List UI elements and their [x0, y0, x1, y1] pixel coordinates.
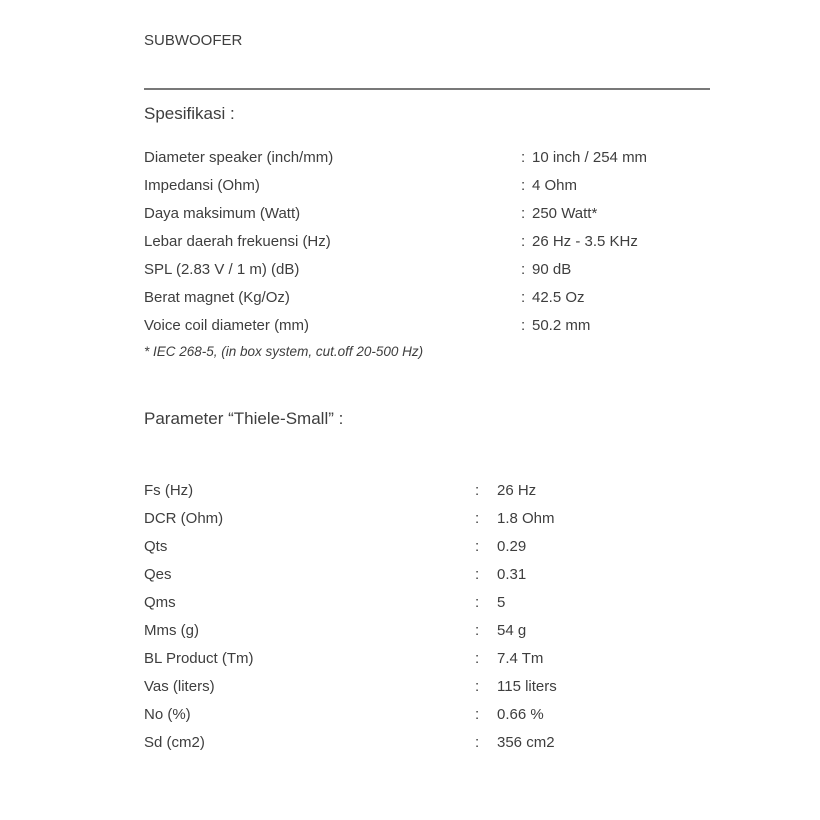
- spec-row: [144, 200, 710, 228]
- param-row: [144, 729, 710, 757]
- spec-row: [144, 144, 710, 172]
- spec-label: Diameter speaker (inch/mm): [144, 149, 334, 166]
- param-label: Vas (liters): [144, 678, 215, 695]
- param-label: Qms: [144, 594, 176, 611]
- param-value: 26 Hz: [497, 482, 537, 499]
- param-row: [144, 701, 710, 729]
- spec-separator: :: [521, 317, 526, 334]
- param-label: DCR (Ohm): [144, 510, 224, 527]
- spec-label: Impedansi (Ohm): [144, 177, 260, 194]
- param-separator: :: [475, 566, 480, 583]
- param-value: 0.31: [497, 566, 527, 583]
- spec-label: Lebar daerah frekuensi (Hz): [144, 233, 331, 250]
- spec-label: Berat magnet (Kg/Oz): [144, 289, 290, 306]
- param-value: 356 cm2: [497, 734, 555, 751]
- spec-label: Daya maksimum (Watt): [144, 205, 301, 222]
- param-separator: :: [475, 594, 480, 611]
- param-label: Fs (Hz): [144, 482, 194, 499]
- specs-heading: Spesifikasi :: [144, 104, 235, 123]
- section-divider: [144, 88, 710, 90]
- param-separator: :: [475, 622, 480, 639]
- spec-value: 50.2 mm: [532, 317, 591, 334]
- param-row: [144, 645, 710, 673]
- param-label: BL Product (Tm): [144, 650, 254, 667]
- spec-separator: :: [521, 149, 526, 166]
- spec-row: [144, 172, 710, 200]
- param-label: Qes: [144, 566, 172, 583]
- param-row: [144, 617, 710, 645]
- param-value: 54 g: [497, 622, 527, 639]
- param-label: Qts: [144, 538, 168, 555]
- param-separator: :: [475, 706, 480, 723]
- param-separator: :: [475, 538, 480, 555]
- spec-separator: :: [521, 205, 526, 222]
- spec-value: 26 Hz - 3.5 KHz: [532, 233, 638, 250]
- spec-row: [144, 228, 710, 256]
- param-row: [144, 589, 710, 617]
- param-value: 115 liters: [497, 678, 557, 695]
- param-row: [144, 505, 710, 533]
- spec-label: Voice coil diameter (mm): [144, 317, 310, 334]
- spec-separator: :: [521, 289, 526, 306]
- param-separator: :: [475, 734, 480, 751]
- spec-separator: :: [521, 177, 526, 194]
- param-separator: :: [475, 650, 480, 667]
- spec-value: 90 dB: [532, 261, 572, 278]
- thiele-small-table: [144, 477, 710, 757]
- param-value: 0.66 %: [497, 706, 544, 723]
- thiele-small-heading: Parameter “Thiele-Small” :: [144, 409, 344, 428]
- param-value: 7.4 Tm: [497, 650, 544, 667]
- spec-row: [144, 312, 710, 340]
- spec-separator: :: [521, 233, 526, 250]
- spec-separator: :: [521, 261, 526, 278]
- param-row: [144, 673, 710, 701]
- param-label: No (%): [144, 706, 191, 723]
- spec-value: 250 Watt*: [532, 205, 598, 222]
- specs-table: [144, 144, 710, 340]
- spec-value: 42.5 Oz: [532, 289, 585, 306]
- param-value: 5: [497, 594, 506, 611]
- param-value: 1.8 Ohm: [497, 510, 555, 527]
- param-separator: :: [475, 510, 480, 527]
- spec-row: [144, 284, 710, 312]
- param-separator: :: [475, 678, 480, 695]
- spec-row: [144, 256, 710, 284]
- specs-footnote: * IEC 268-5, (in box system, cut.off 20-500 Hz): [144, 344, 424, 359]
- param-separator: :: [475, 482, 480, 499]
- spec-value: 10 inch / 254 mm: [532, 149, 648, 166]
- param-row: [144, 561, 710, 589]
- param-row: [144, 477, 710, 505]
- param-label: Mms (g): [144, 622, 199, 639]
- param-value: 0.29: [497, 538, 527, 555]
- spec-label: SPL (2.83 V / 1 m) (dB): [144, 261, 300, 278]
- param-label: Sd (cm2): [144, 734, 205, 751]
- page-title: SUBWOOFER: [144, 32, 243, 49]
- param-row: [144, 533, 710, 561]
- spec-value: 4 Ohm: [532, 177, 578, 194]
